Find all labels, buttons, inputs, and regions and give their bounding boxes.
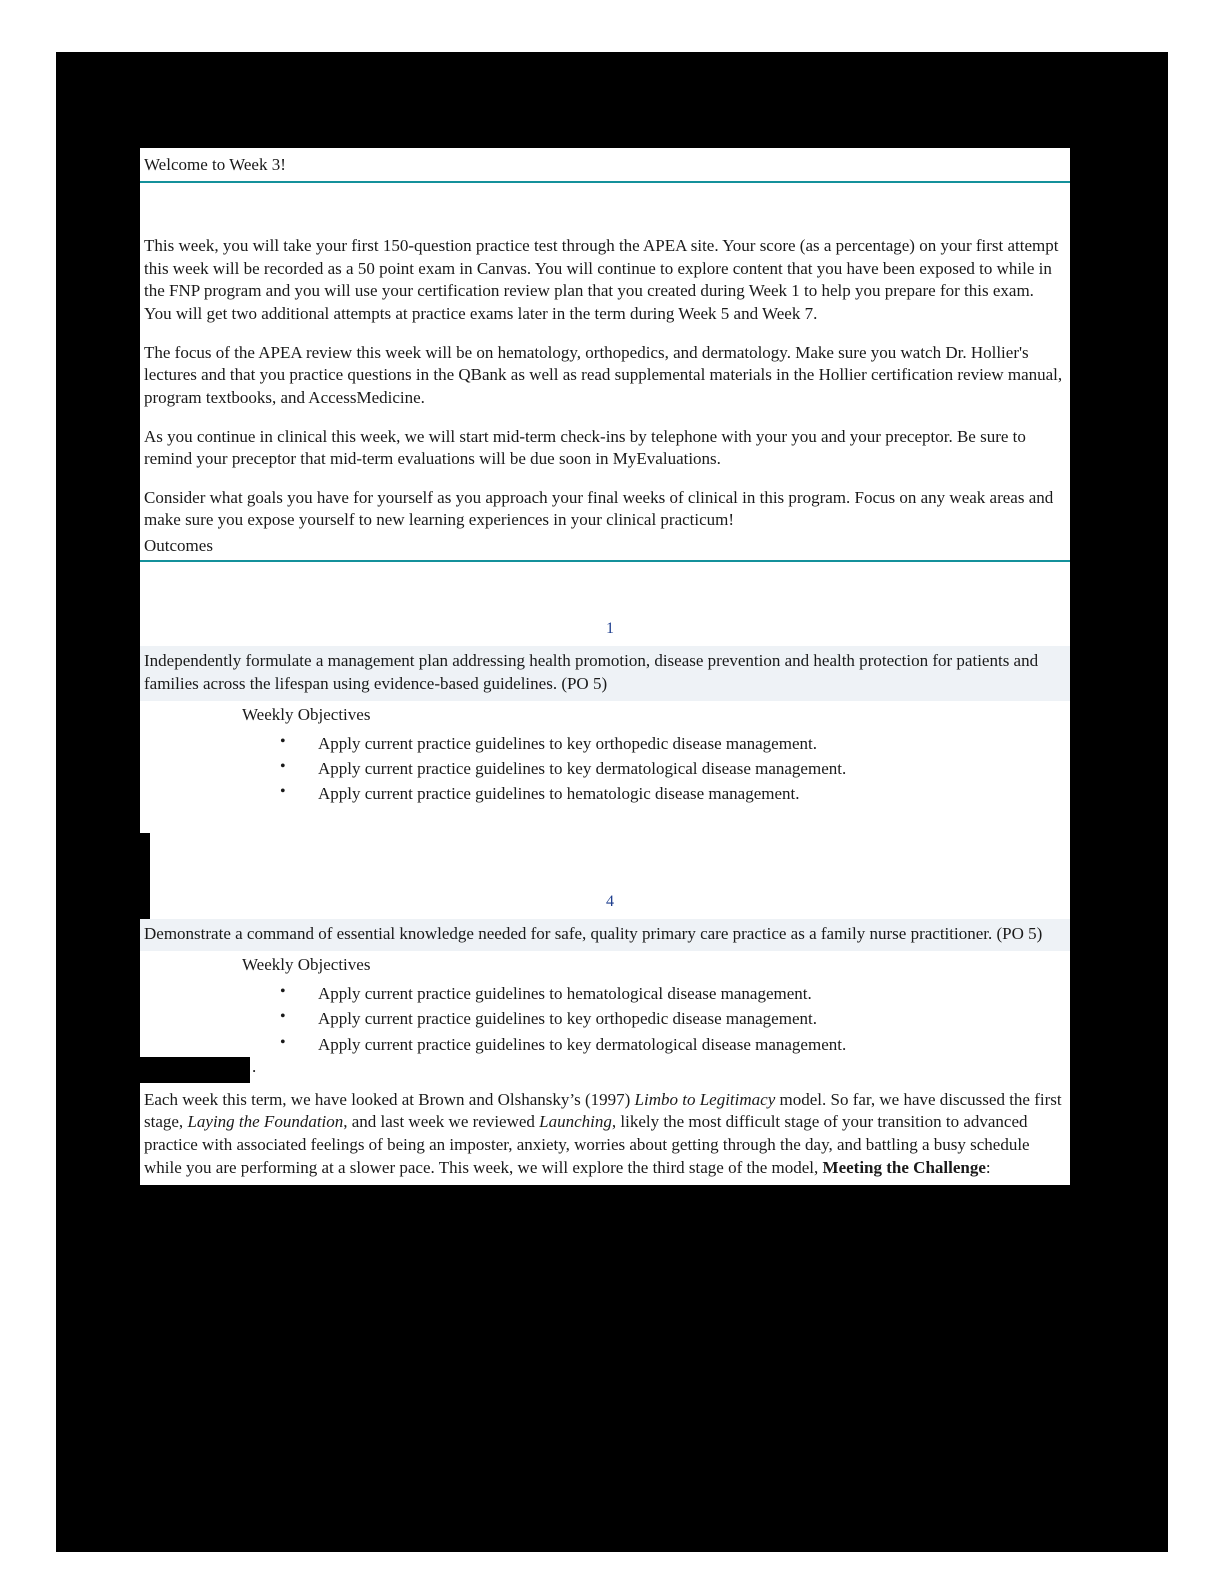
outcomes-label: Outcomes [144,535,213,555]
outcome-number-band-1 [150,562,1070,646]
weekly-objectives-1 [140,701,1070,832]
closing-part-3: , and last week we reviewed [343,1112,540,1132]
intro-paragraph-2: The focus of the APEA review this week will be on hematology, orthopedics, and dermatology. Make sure you watch Dr. Hollier's lectures and that you practice questions in the QBank as well as read supplemental materials in the Hollier certification review manual, program textbooks, and AccessMedicine. [144,342,1063,407]
intro-section [140,235,1070,532]
list-item: • Apply current practice guidelines to key orthopedic disease management. [280,1006,1070,1031]
closing-italic-2: Laying the Foundation [187,1112,344,1132]
trailing-period: . [252,1056,257,1076]
outcome-text-1: Independently formulate a management plan addressing health promotion, disease prevention and health protection for patients and families across the lifespan using evidence-based guidelines. (PO 5) [140,646,1070,701]
closing-italic-1: Limbo to Legitimacy [634,1089,776,1109]
objectives-list-1 [140,731,1070,806]
list-item: • Apply current practice guidelines to key dermatological disease management. [280,756,1070,781]
outcome-text-4: Demonstrate a command of essential knowledge needed for safe, quality primary care practice as a family nurse practitioner. (PO 5) [140,919,1070,952]
page-title: Welcome to Week 3! [144,155,286,174]
closing-part-4: , likely the most difficult stage of your transition to advanced practice with associated feelings of being an imposter, anxiety, worries about getting through the day, and battling a busy schedule while you are performing at a slower pace. This week, we will explore the third stage of the model, [144,1112,1030,1177]
welcome-header [140,148,1070,235]
outcome-number-band-4 [140,833,1070,919]
list-item: • Apply current practice guidelines to hematological disease management. [280,981,1070,1006]
outcomes-header [140,532,1070,562]
weekly-objectives-4 [140,951,1070,1082]
intro-paragraph-1: This week, you will take your first 150-question practice test through the APEA site. Your score (as a percentage) on your first attempt this week will be recorded as a 50 point exam in Canvas. You will continue to explore content that you have been exposed to while in the FNP program and you will use your certification review plan that you created during Week 1 to help you prepare for this exam. You will get two additional attempts at practice exams later in the term during Week 5 and Week 7. [144,236,1059,324]
outcome-number-4: 4 [606,892,614,910]
title-gap [140,183,1070,235]
list-item: • Apply current practice guidelines to key orthopedic disease management. [280,731,1070,756]
redaction-notch [140,1057,250,1083]
list-item: • Apply current practice guidelines to key dermatological disease management. [280,1032,1070,1057]
weekly-objectives-title-1: Weekly Objectives [242,705,371,725]
closing-italic-3: Launching [539,1112,612,1132]
closing-paragraph [140,1083,1070,1185]
document-sheet [140,148,1070,1185]
closing-part-2: model. So far, we have discussed the first stage, [144,1089,1062,1132]
list-item: • Apply current practice guidelines to hematologic disease management. [280,781,1070,806]
weekly-objectives-title-4: Weekly Objectives [242,955,371,975]
objectives-spacer-1 [140,807,1070,833]
closing-part-1: Each week this term, we have looked at Brown and Olshansky’s (1997) [144,1089,635,1109]
outcome-number-1: 1 [606,619,614,637]
intro-paragraph-4: Consider what goals you have for yourself as you approach your final weeks of clinical in this program. Focus on any weak areas and make sure you expose yourself to new learning experiences in your clinical practicum! [144,487,1054,530]
intro-paragraph-3: As you continue in clinical this week, we will start mid-term check-ins by telephone with your you and your preceptor. Be sure to remind your preceptor that mid-term evaluations will be due soon in MyEvaluations. [144,426,1026,469]
closing-bold-1: Meeting the Challenge [822,1157,986,1177]
closing-part-5: : [985,1157,991,1177]
objectives-list-4 [140,981,1070,1056]
objectives-tail-row [140,1057,1070,1083]
